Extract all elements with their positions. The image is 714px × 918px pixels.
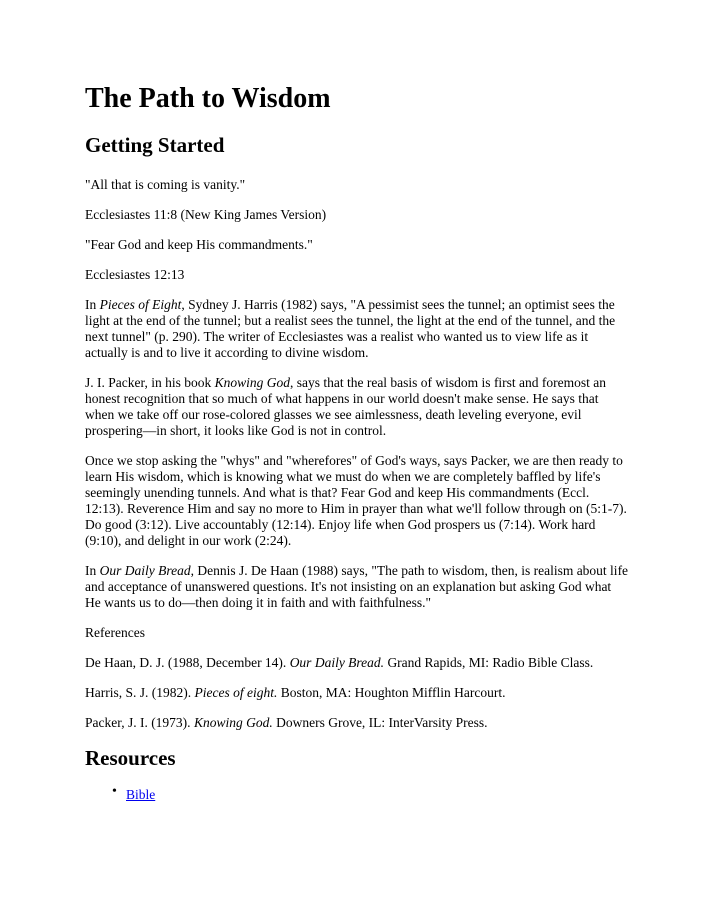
bible-link[interactable]: Bible (126, 787, 156, 802)
paragraph-harris-lead: In (85, 297, 100, 312)
reference-entry (85, 685, 630, 701)
section-heading-resources: Resources (85, 746, 176, 770)
paragraph-harris (85, 297, 630, 361)
bullet-icon: • (112, 784, 117, 799)
resources-list (85, 784, 630, 803)
reference-author: Packer, J. I. (1973). (85, 715, 194, 730)
quote-vanity: "All that is coming is vanity." (85, 177, 246, 192)
page-title: The Path to Wisdom (85, 83, 331, 114)
paragraph-de-haan-lead: In (85, 563, 100, 578)
paragraph-packer-body: , says that the real basis of wisdom is first and foremost an honest recognition that so much of what happens in our world doesn't make sense. He says that when we take off our rose-colored glasses we see aimlessness, death leveling everyone, evil prospering—in short, it looks like God is not in control. (85, 375, 607, 438)
reference-title: Our Daily Bread. (289, 655, 385, 670)
section-heading-getting-started: Getting Started (85, 133, 225, 157)
book-title-pieces-of-eight: Pieces of Eight (99, 297, 182, 312)
reference-title: Knowing God. (193, 715, 273, 730)
list-item (112, 784, 630, 803)
getting-started-body (85, 177, 630, 731)
reference-publisher: Boston, MA: Houghton Mifflin Harcourt. (277, 685, 506, 700)
paragraph-de-haan (85, 563, 630, 611)
reference-publisher: Downers Grove, IL: InterVarsity Press. (272, 715, 488, 730)
book-title-our-daily-bread: Our Daily Bread (99, 563, 191, 578)
quote-fear-god: "Fear God and keep His commandments." (85, 237, 313, 252)
paragraph-packer (85, 375, 630, 439)
scripture-reference-ecclesiastes-11-8: Ecclesiastes 11:8 (New King James Version) (85, 207, 327, 222)
reference-entry (85, 715, 630, 731)
reference-publisher: Grand Rapids, MI: Radio Bible Class. (384, 655, 594, 670)
book-title-knowing-god: Knowing God (214, 375, 290, 390)
references-label: References (85, 625, 145, 640)
paragraph-harris-body: , Sydney J. Harris (1982) says, "A pessimist sees the tunnel; an optimist sees the light at the end of the tunnel; but a realist sees the tunnel, the light at the end of the tunnel, and the next tunnel" (p. 290). The writer of Ecclesiastes was a realist who wanted us to view life as it actually is and to live it according to divine wisdom. (85, 297, 616, 360)
reference-title: Pieces of eight. (194, 685, 278, 700)
paragraph-packer-lead: J. I. Packer, in his book (85, 375, 215, 390)
paragraph-wisdom: Once we stop asking the "whys" and "wherefores" of God's ways, says Packer, we are then ready to learn His wisdom, which is knowing what we must do when we are completely baffled by life's seemingly unending tunnels. And what is that? Fear God and keep His commandments (Eccl. 12:13). Reverence Him and say no more to Him in prayer than what we'll follow through on (5:1-7). Do good (3:12). Live accountably (12:14). Enjoy life when God prospers us (7:14). Work hard (9:10), and delight in our work (2:24). (85, 453, 627, 548)
scripture-reference-ecclesiastes-12-13: Ecclesiastes 12:13 (85, 267, 185, 282)
paragraph-de-haan-body: , Dennis J. De Haan (1988) says, "The path to wisdom, then, is realism about life and acceptance of unanswered questions. It's not insisting on an explanation but asking God what He wants us to do—then doing it in faith and with faithfulness." (85, 563, 629, 610)
reference-author: Harris, S. J. (1982). (85, 685, 195, 700)
reference-author: De Haan, D. J. (1988, December 14). (85, 655, 290, 670)
reference-entry (85, 655, 630, 671)
